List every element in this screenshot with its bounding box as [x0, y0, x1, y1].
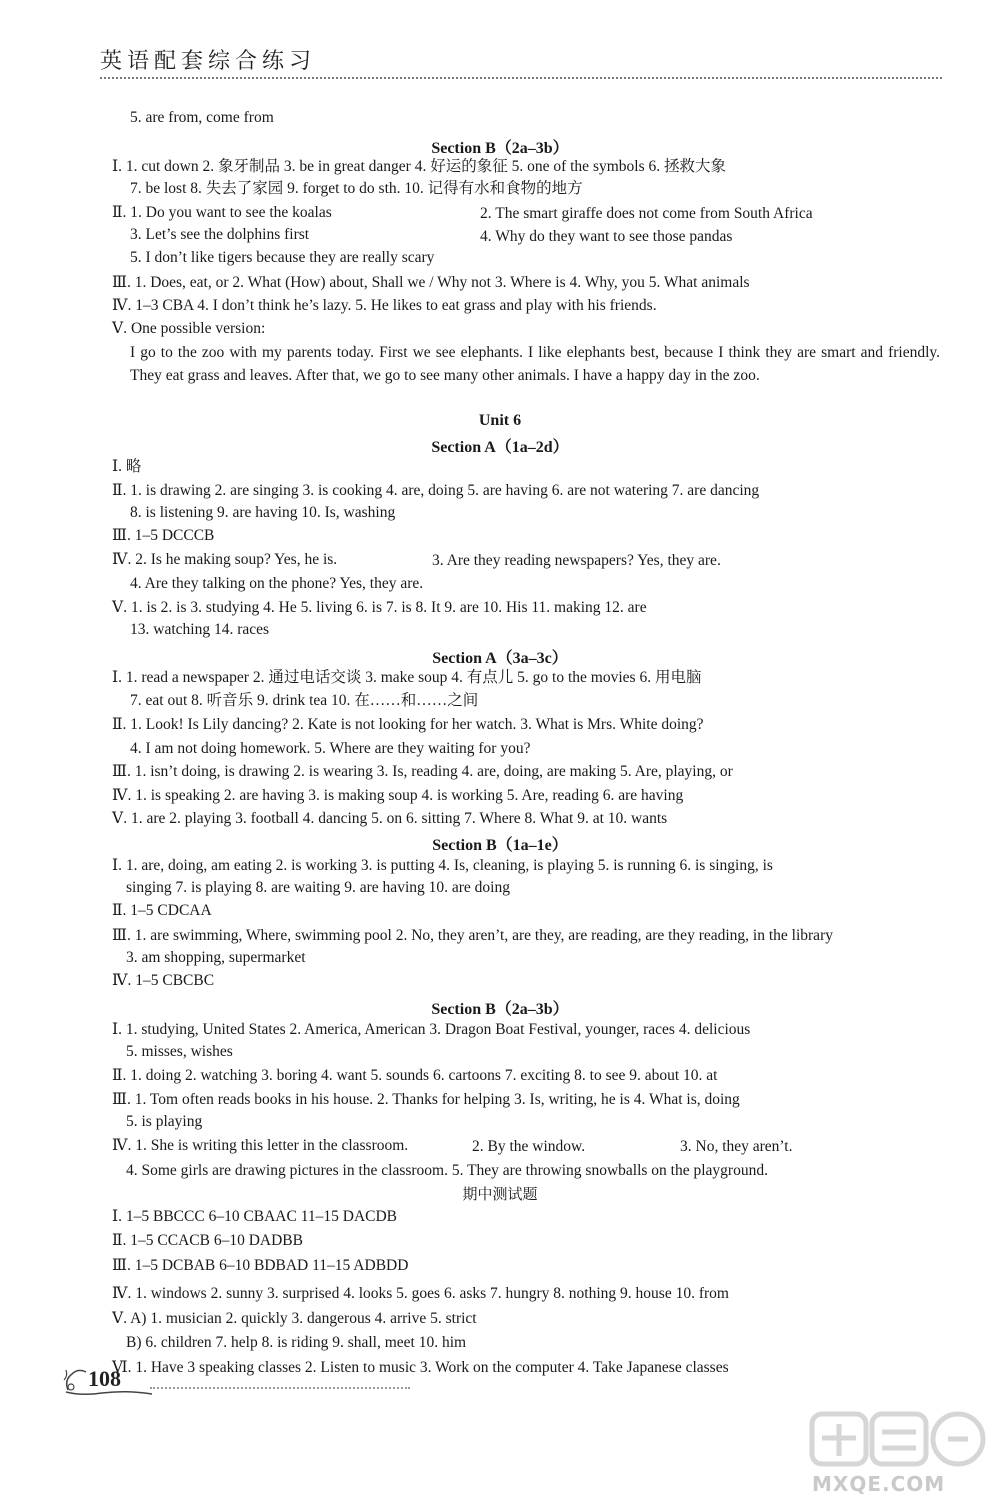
answer-line: 13. watching 14. races	[130, 621, 270, 638]
answer-line: 3. Are they reading newspapers? Yes, they are.	[432, 552, 721, 569]
answer-line: 5. misses, wishes	[126, 1043, 233, 1060]
answer-line: singing 7. is playing 8. are waiting 9. are having 10. are doing	[126, 879, 510, 896]
answer-line: Ⅳ. 2. Is he making soup? Yes, he is.	[112, 551, 338, 568]
answer-line: Ⅲ. 1. Tom often reads books in his house. 2. Thanks for helping 3. Is, writing, he is 4. What is, doing	[112, 1091, 740, 1108]
answer-line: Ⅱ. 1. doing 2. watching 3. boring 4. want 5. sounds 6. cartoons 7. exciting 8. to see 9. about 10. at	[112, 1067, 718, 1084]
answer-line: Ⅰ. 1. are, doing, am eating 2. is working 3. is putting 4. Is, cleaning, is playing 5. is running 6. is singing, is	[112, 857, 773, 874]
section-heading: Section B（2a–3b）	[431, 1001, 569, 1018]
answer-line: 5. are from, come from	[130, 109, 274, 126]
answer-line: 4. Are they talking on the phone? Yes, they are.	[130, 575, 424, 592]
answer-line: Ⅳ. 1. windows 2. sunny 3. surprised 4. looks 5. goes 6. asks 7. hungry 8. nothing 9. house 10. from	[112, 1285, 729, 1302]
answer-line: Ⅰ. 1. cut down 2. 象牙制品 3. be in great danger 4. 好运的象征 5. one of the symbols 6. 拯救大象	[112, 158, 726, 175]
answer-line: Ⅰ. 1. read a newspaper 2. 通过电话交谈 3. make soup 4. 有点儿 5. go to the movies 6. 用电脑	[112, 669, 702, 686]
answer-line: Ⅱ. 1–5 CDCAA	[112, 902, 212, 919]
answer-line: 7. be lost 8. 失去了家园 9. forget to do sth. 10. 记得有水和食物的地方	[130, 180, 583, 197]
answer-line: Ⅱ. 1. Do you want to see the koalas	[112, 204, 332, 221]
answer-line: Ⅲ. 1–5 DCCCB	[112, 527, 215, 544]
page-number: 108	[88, 1366, 121, 1391]
section-heading: Section A（1a–2d）	[431, 439, 569, 456]
answer-line: 8. is listening 9. are having 10. Is, washing	[130, 504, 396, 521]
answer-line: Ⅱ. 1. Look! Is Lily dancing? 2. Kate is not looking for her watch. 3. What is Mrs. White doing?	[112, 716, 704, 733]
answer-line: 4. Some girls are drawing pictures in the classroom. 5. They are throwing snowballs on the playground.	[126, 1162, 768, 1179]
answer-line: 4. Why do they want to see those pandas	[480, 228, 733, 245]
answer-line: Ⅳ. 1. She is writing this letter in the classroom.	[112, 1137, 409, 1154]
footer-divider	[150, 1387, 410, 1389]
answer-line: 3. No, they aren’t.	[680, 1138, 793, 1155]
section-heading: Section A（3a–3c）	[432, 650, 568, 667]
answer-line: Ⅰ. 1–5 BBCCC 6–10 CBAAC 11–15 DACDB	[112, 1208, 398, 1225]
answer-line: 5. I don’t like tigers because they are really scary	[130, 249, 435, 266]
section-heading: Section B（2a–3b）	[431, 140, 569, 157]
answer-line: Ⅴ. 1. is 2. is 3. studying 4. He 5. living 6. is 7. is 8. It 9. are 10. His 11. making 12. are	[112, 599, 647, 616]
sample-essay: I go to the zoo with my parents today. First we see elephants. I like elephants best, because I think they are smart and friendly. They eat grass and leaves. After that, we go to see many other animals. I have a happy day in the zoo.	[130, 344, 940, 384]
answer-line: 2. The smart giraffe does not come from South Africa	[480, 205, 813, 222]
section-heading: Section B（1a–1e）	[432, 837, 568, 854]
answer-line: Ⅲ. 1. isn’t doing, is drawing 2. is wearing 3. Is, reading 4. are, doing, are making 5. Are, playing, or	[112, 763, 733, 780]
answer-line: Ⅳ. 1. is speaking 2. are having 3. is making soup 4. is working 5. Are, reading 6. are having	[112, 787, 684, 804]
answer-line: 3. am shopping, supermarket	[126, 949, 306, 966]
answer-line: 4. I am not doing homework. 5. Where are they waiting for you?	[130, 740, 531, 757]
answer-line: Ⅴ. One possible version:	[112, 320, 266, 337]
answer-line: 2. By the window.	[472, 1138, 586, 1155]
answer-line: 5. is playing	[126, 1113, 203, 1130]
answer-line: Ⅵ. 1. Have 3 speaking classes 2. Listen to music 3. Work on the computer 4. Take Japanese classes	[112, 1359, 729, 1376]
answer-line: Ⅲ. 1. are swimming, Where, swimming pool 2. No, they aren’t, are they, are reading, are they reading, in the library	[112, 927, 833, 944]
watermark-url: MXQE.COM	[812, 1472, 946, 1496]
answer-line: Ⅰ. 略	[112, 458, 142, 475]
answer-line: Ⅱ. 1–5 CCACB 6–10 DADBB	[112, 1232, 303, 1249]
answer-line: B) 6. children 7. help 8. is riding 9. shall, meet 10. him	[126, 1334, 467, 1351]
book-title: 英语配套综合练习	[100, 49, 317, 74]
answer-line: Ⅴ. 1. are 2. playing 3. football 4. dancing 5. on 6. sitting 7. Where 8. What 9. at 10. wants	[112, 810, 668, 827]
answer-line: Ⅳ. 1–3 CBA 4. I don’t think he’s lazy. 5. He likes to eat grass and play with his friends.	[112, 297, 657, 314]
answer-line: Ⅰ. 1. studying, United States 2. America, American 3. Dragon Boat Festival, younger, races 4. delicious	[112, 1021, 751, 1038]
answer-line: Ⅱ. 1. is drawing 2. are singing 3. is cooking 4. are, doing 5. are having 6. are not watering 7. are dancing	[112, 482, 760, 499]
answer-line: 3. Let’s see the dolphins first	[130, 226, 310, 243]
answer-line: 7. eat out 8. 听音乐 9. drink tea 10. 在……和……之间	[130, 692, 479, 709]
header-divider	[100, 77, 942, 79]
answer-line: Ⅴ. A) 1. musician 2. quickly 3. dangerous 4. arrive 5. strict	[112, 1310, 477, 1327]
unit-heading: Unit 6	[478, 412, 522, 429]
midterm-heading: 期中测试题	[462, 1185, 538, 1203]
answer-line: Ⅳ. 1–5 CBCBC	[112, 972, 215, 989]
answer-line: Ⅲ. 1. Does, eat, or 2. What (How) about, Shall we / Why not 3. Where is 4. Why, you 5. What animals	[112, 274, 750, 291]
answer-line: Ⅲ. 1–5 DCBAB 6–10 BDBAD 11–15 ADBDD	[112, 1257, 409, 1274]
